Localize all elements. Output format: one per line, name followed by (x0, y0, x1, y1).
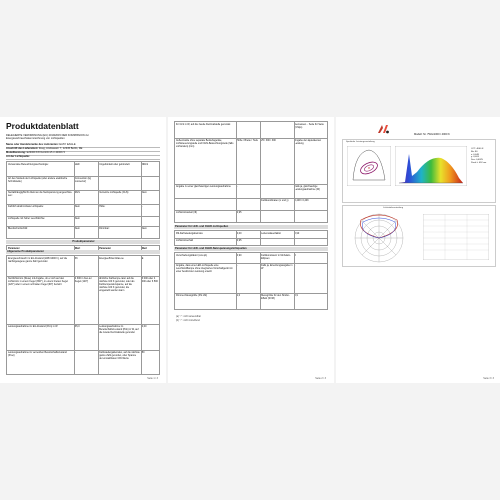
table-cell: 0,00 (141, 324, 147, 328)
table-cell: Connection (kg connector) (74, 176, 91, 183)
table-cell: Angabe der äquivalenten Leistung (294, 138, 322, 145)
table-cell: Gemessen... Seite für Seite (Chips) (294, 122, 324, 129)
general-heading: Allgemeine Produktparameter (6, 250, 160, 254)
table-cell: Angabe zu einer gleichwertigen Leistungsaufnahme (176, 184, 231, 188)
table-cell: 35,0 (74, 324, 80, 328)
datasheet-page-3 (336, 117, 500, 383)
table-cell: Farblich abstimmbare Lichtquelle: (8, 204, 44, 208)
table-cell: Ungebündelt oder gebündelt: (99, 162, 131, 166)
light-source-table (6, 161, 160, 239)
table-cell: 0,95 (236, 210, 242, 214)
table-cell: Lichtquelle mit hoher Leuchtdichte: (8, 216, 45, 220)
spectrum-title: Spektrale Leistungsverteilung (346, 141, 375, 143)
address-label: Anschrift des Lieferanten: (6, 147, 39, 150)
spectrum-legend (471, 148, 486, 165)
table-cell: 0,95 (236, 238, 242, 242)
legend-line: CCT: 4000 K (471, 148, 484, 150)
table-cell (142, 177, 158, 190)
table-cell: - (74, 350, 76, 354)
legend-line: Peak λ: 452 nm (471, 161, 487, 164)
table-cell: 0,90 (236, 253, 242, 257)
table-cell: 25 / 300 / 300 (261, 138, 276, 142)
table-cell: Verwendete Beleuchtungstechnologie: (8, 162, 49, 166)
legend-line: x: 0,448 (471, 153, 479, 156)
datasheet-page-1 (0, 117, 166, 383)
table-cell: Leistungsaufnahme im vernetzten Bereitschaftszustand (Pnet) (8, 350, 67, 357)
polar-chart-icon (347, 212, 411, 264)
table-cell: Farbkonsistenz in McAdam-Ellipsen (261, 253, 291, 260)
table-cell: - (141, 204, 143, 208)
footnote-a: (a) "-": nicht anwendbar (176, 315, 201, 318)
table-cell: 0,00 (236, 231, 242, 235)
table-cell: Flimmer-Messgröße (Pst LM) (176, 293, 208, 297)
table-cell (295, 211, 326, 222)
intro-line: DELEGIERTE VERORDNUNG (EU) 2019/2015 DER KOMMISSION zur (6, 134, 89, 137)
page-footer: Seite 2 / 3 (315, 377, 326, 380)
table-cell (295, 239, 326, 245)
footnote-b: (b) "-": nicht zutreffend (176, 319, 200, 322)
mains-params-table (174, 252, 328, 310)
table-cell: LED (74, 162, 80, 166)
table-cell: 1,0 (236, 293, 241, 297)
column-header: Wert (74, 246, 81, 250)
table-cell: Farbwiedergabeindex, auf die nächste ganze Zahl gerundet, oder Spanne der einstellbaren CRI-Werte (99, 350, 140, 360)
table-cell: Farbkoordinaten (x und y) (261, 198, 289, 202)
table-cell: 4 300 in brei-ter Kegel (120°) (74, 276, 92, 283)
table-cell: Nein (74, 226, 80, 230)
table-cell: Nein (74, 216, 80, 220)
params-heading: Produktparameter (6, 240, 160, 244)
table-cell: Blendschutzschild: (8, 226, 28, 230)
cie-diagram-icon (347, 146, 391, 186)
page-title: Produktdatenblatt (6, 121, 79, 131)
dimensions-table (174, 121, 328, 223)
table-cell: Lichtstromanteil (Φ) (176, 210, 197, 214)
table-cell: für CLS in W, auf die zweite Dezimalstelle gerundet (176, 122, 231, 126)
datasheet-page-2 (168, 117, 334, 383)
table-cell: Nutzlichtstrom (Φuse) mit Angabe, ob er sich auf den Lichtstrom in einem Kegel (360°), in einem breiten Kegel (120°) oder in einem schmalen Kegel (90°) bezieht (8, 276, 68, 286)
table-cell (261, 185, 292, 198)
table-cell: Lebensdauerfaktor (261, 231, 282, 235)
legend-line: Ra: 80 (471, 150, 478, 153)
led-params-table (174, 230, 328, 246)
type-row (6, 155, 160, 160)
legend-line: Duv: 0,0025 (471, 159, 483, 162)
table-cell: Falls ja, gleichwertige Leistungsaufnahme (W) (294, 184, 320, 191)
table-cell: Nein (141, 226, 147, 230)
table-cell: Angabe, dass eine LED-Lichtquelle eine Leuchtstofflampe ohne integriertes Vorschaltgerät mit einer bestimmten Leistung ersetzt (176, 263, 233, 273)
table-cell: 0,90 (294, 231, 300, 235)
table-cell (176, 199, 235, 210)
table-cell: Dimmbar: (99, 226, 110, 230)
polar-figure (342, 205, 496, 267)
page-footer: Seite 1 / 3 (147, 377, 158, 380)
table-cell: Höhe / Breite / Tiefe (236, 138, 258, 142)
table-cell (237, 123, 259, 138)
table-cell: Verschiebungsfaktor (cos φ1) (176, 253, 208, 257)
table-cell: NDLS (141, 162, 149, 166)
table-cell: Netzabhängig/Nicht direkt an die Netzspannung angeschlos-sen: (8, 190, 73, 197)
supplier-label: Name oder Handelsmarke des Lieferanten: (6, 143, 59, 146)
table-cell: MLS (74, 190, 80, 194)
table-cell: Vernetzte Lichtquelle (CLS): (99, 190, 129, 194)
table-cell: Nein (141, 190, 147, 194)
intro-text (6, 134, 160, 141)
table-cell: 3 000 oder 4 000 oder 6 500 (141, 276, 158, 283)
table-cell: Lichtstromerhalt (176, 238, 194, 242)
table-cell: Außenmaße ohne separate Betriebsgeräte, Lichtsteuerungsteile und Nicht-Beleuchtungsteile (falls vorhanden) (mm) (176, 138, 234, 148)
model-label: Modellkennung: (6, 151, 26, 154)
table-cell (99, 177, 140, 190)
table-cell (261, 211, 292, 222)
table-cell: 36 (74, 256, 78, 260)
address-value: Zeug, Andreasstr. 7, 12345 Berlin, DE (38, 147, 83, 150)
data-table-icon (423, 214, 489, 260)
spectrum-chart-icon (395, 146, 467, 186)
model-header: Modell: Nr. 7WG/1000 / 4000 K (414, 133, 450, 136)
table-cell: 6 (294, 253, 296, 257)
model-value: E2300FXXXGU10C15 3 4000K 5 (26, 151, 65, 154)
table-cell: Messgröße für den Strobo-Effekt (SVM) (261, 293, 290, 300)
table-cell: - (236, 263, 238, 267)
product-params-table (6, 255, 160, 375)
table-cell: 0,448 / 0,403 (294, 198, 309, 202)
table-cell (99, 217, 140, 226)
brand-logo-icon (376, 123, 390, 135)
table-cell: 80 (141, 350, 145, 354)
spectrum-figure (342, 139, 496, 203)
legend-line: y: 0,403 (471, 156, 479, 159)
table-cell: Hülle: (99, 204, 106, 208)
table-cell: - (236, 184, 238, 188)
table-cell: 0,9 (294, 293, 298, 297)
type-label: Art der Lichtquelle: (6, 155, 30, 158)
led-heading: Parameter für LED- und OLED-Lichtquellen (174, 225, 328, 229)
column-header: Wert (141, 246, 148, 250)
table-cell: Energieverbrauch im Ein-Zustand (kWh/1000 h), auf die nächstgelegene ganze Zahl gerundet (8, 256, 68, 263)
table-cell: Nein (74, 204, 80, 208)
netz-heading: Parameter für LED- und OLED-Netzspannungslichtquellen (174, 247, 328, 251)
page-footer: Seite 3 / 3 (483, 377, 494, 380)
table-cell (261, 239, 292, 245)
table-cell (142, 217, 158, 226)
table-cell: Art des Sockels der Lichtquelle (oder andere elektrische Schnittstelle) (8, 176, 68, 183)
supplier-value: EASY EAGLE (59, 143, 76, 146)
table-cell: Falls ja, Ersetzungsangabe in W (261, 263, 293, 270)
table-cell: Energieeffizienzklas-se (99, 256, 124, 260)
table-cell: R9-Farbwiedergabeindex (176, 231, 203, 235)
column-header: Parameter (99, 246, 111, 250)
table-cell: E (141, 256, 144, 260)
polar-title: Lichtstärkeverteilung (383, 207, 404, 209)
table-cell (237, 199, 259, 210)
intro-line: Energieverbrauchskennzeichnung von Lichtquellen (6, 137, 65, 141)
column-header: Parameter (8, 246, 20, 250)
table-cell: Leistungsaufnahme im Bereitschaftszu-stand (Psb) in W, auf die zweite Dezimalstelle gerundet (99, 324, 139, 334)
table-cell: - (294, 263, 296, 267)
table-cell (261, 123, 292, 138)
table-cell: ähnliche Farbtempe-ratur auf die nächste 100 K gerundet, oder als Farbtemperaturspanne, auf die nächste 100 K gerundet, die eingestellt werden kann (99, 276, 135, 292)
table-cell: Leistungsaufnahme im Ein-Zustand (Pon) in W (8, 324, 58, 328)
